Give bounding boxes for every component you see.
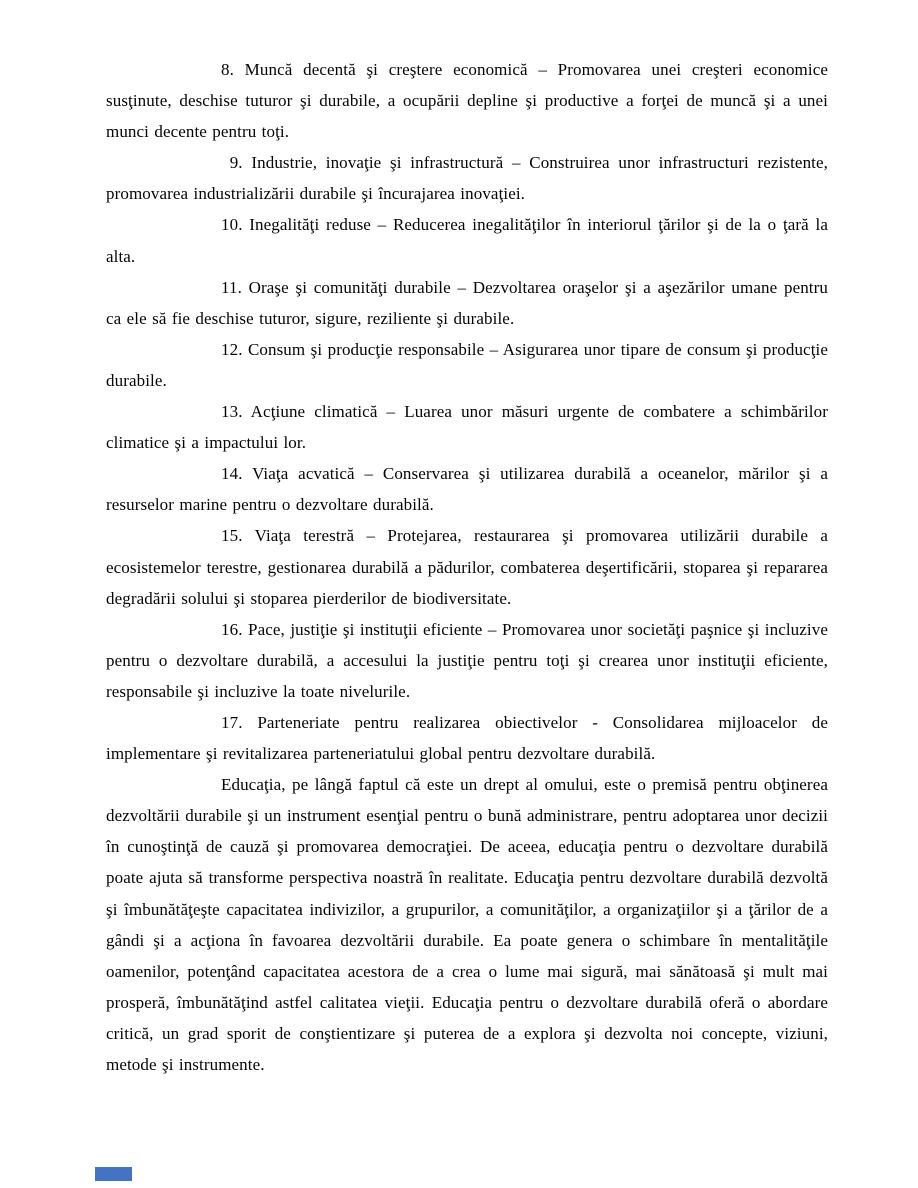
paragraph-goal-9: 9. Industrie, inovaţie şi infrastructură – Construirea unor infrastructuri rezistente, promovarea industrializării durabile şi încurajarea inovaţiei. (106, 153, 828, 204)
document-text-block (106, 54, 828, 1080)
paragraph-goal-8: 8. Muncă decentă şi creştere economică – Promovarea unei creşteri economice susţinute, deschise tuturor şi durabile, a ocupării depline şi productive a forţei de muncă şi a unei munci decente pentru toţi. (106, 60, 828, 142)
paragraph-goal-16: 16. Pace, justiţie şi instituţii eficiente – Promovarea unor societăţi paşnice şi incluzive pentru o dezvoltare durabilă, a accesului la justiţie pentru toţi şi crearea unor instituţii eficiente, responsabile şi incluzive la toate nivelurile. (106, 619, 828, 701)
page-bottom-blue-marker (95, 1167, 132, 1181)
paragraph-goal-14: 14. Viaţa acvatică – Conservarea şi utilizarea durabilă a oceanelor, mărilor şi a resurselor marine pentru o dezvoltare durabilă. (106, 464, 828, 515)
paragraph-goal-17: 17. Parteneriate pentru realizarea obiectivelor - Consolidarea mijloacelor de implementare şi revitalizarea parteneriatului global pentru dezvoltare durabilă. (106, 712, 828, 764)
paragraph-goal-13: 13. Acţiune climatică – Luarea unor măsuri urgente de combatere a schimbărilor climatice şi a impactului lor. (106, 402, 828, 453)
paragraph-goal-12: 12. Consum şi producţie responsabile – Asigurarea unor tipare de consum şi producţie durabile. (106, 339, 828, 390)
paragraph-goal-15: 15. Viaţa terestră – Protejarea, restaurarea şi promovarea utilizării durabile a ecosistemelor terestre, gestionarea durabilă a pădurilor, combaterea deşertificării, stoparea şi repararea degradării solului şi stoparea pierderilor de biodiversitate. (106, 526, 828, 608)
paragraph-goal-11: 11. Oraşe şi comunităţi durabile – Dezvoltarea oraşelor şi a aşezărilor umane pentru ca ele să fie deschise tuturor, sigure, reziliente şi durabile. (106, 277, 828, 328)
paragraph-education: Educaţia, pe lângă faptul că este un drept al omului, este o premisă pentru obţinerea dezvoltării durabile şi un instrument esenţial pentru o bună administrare, pentru adoptarea unor decizii în cunoştinţă de cauză şi promovarea democraţiei. De aceea, educaţia pentru o dezvoltare durabilă poate ajuta să transforme perspectiva noastră în realitate. Educaţia pentru dezvoltare durabilă dezvoltă şi îmbunătăţeşte capacitatea indivizilor, a grupurilor, a comunităţilor, a organizaţiilor şi a ţărilor de a gândi şi a acţiona în favoarea dezvoltării durabile. Ea poate genera o schimbare în mentalităţile oamenilor, potenţând capacitatea acestora de a crea o lume mai sigură, mai sănătoasă şi mult mai prosperă, îmbunătăţind astfel calitatea vieţii. Educaţia pentru o dezvoltare durabilă oferă o abordare critică, un grad sporit de conştientizare şi puterea de a explora şi dezvolta noi concepte, viziuni, metode şi instrumente. (106, 775, 828, 1074)
paragraph-goal-10: 10. Inegalităţi reduse – Reducerea inegalităţilor în interiorul ţărilor şi de la o ţară la alta. (106, 215, 828, 266)
